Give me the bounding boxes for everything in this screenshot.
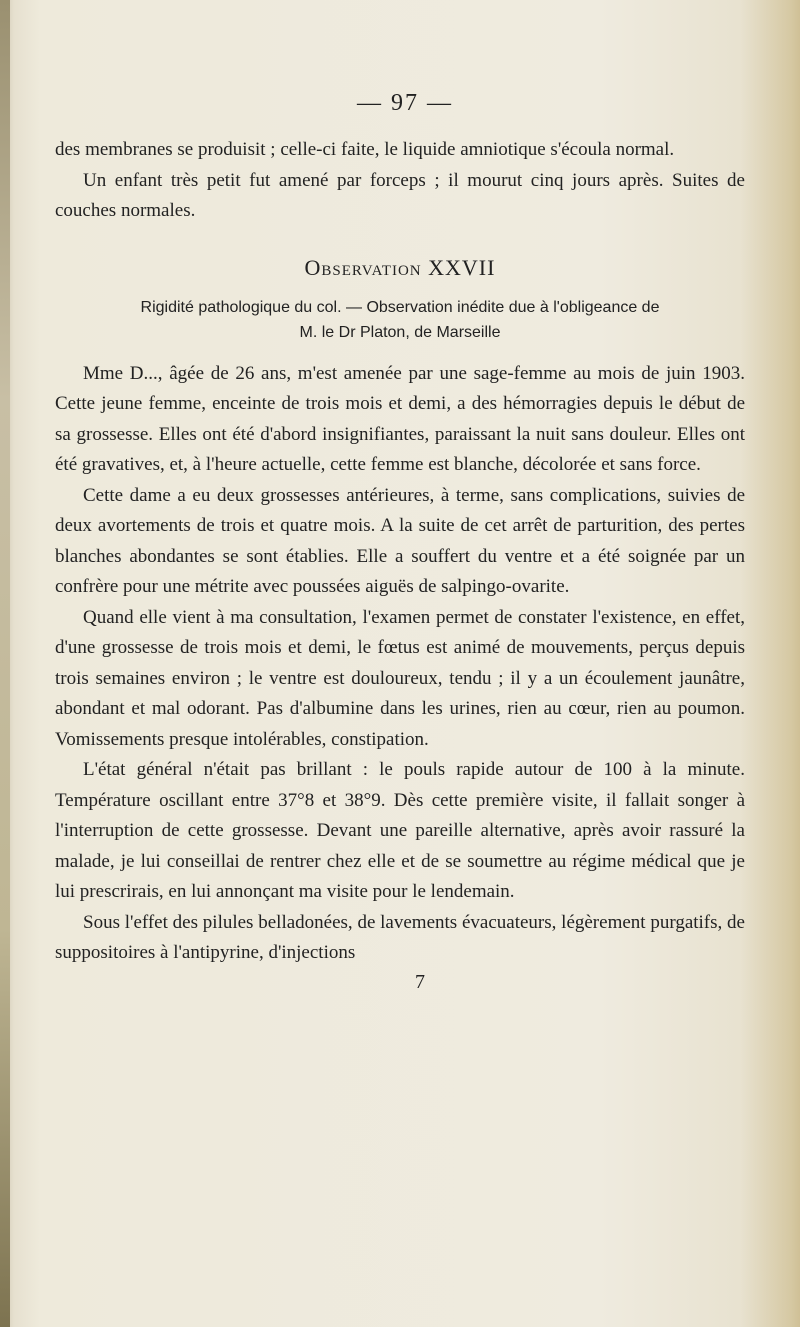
observation-subtitle-line-2: M. le Dr Platon, de Marseille <box>299 323 501 341</box>
body-paragraph-4: L'état général n'était pas brillant : le pouls rapide autour de 100 à la minute. Température oscillant entre 37°8 et 38°9. Dès cette première visite, il fallait songer à l'interruption de cette grossesse. Devant une pareille alternative, après avoir rassuré la malade, je lui conseillai de rentrer chez elle et de se soumettre au régime médical que je lui prescrirais, en lui annonçant ma visite pour le lendemain. <box>55 759 745 902</box>
page-content <box>55 90 745 994</box>
body-paragraph-2: Cette dame a eu deux grossesses antérieures, à terme, sans complications, suivies de deux avortements de trois et quatre mois. A la suite de cet arrêt de parturition, des pertes blanches abondantes se sont établies. Elle a souffert du ventre et a été soignée par un confrère pour une métrite avec poussées aiguës de salpingo-ovarite. <box>55 484 745 597</box>
body-paragraph-3: Quand elle vient à ma consultation, l'examen permet de constater l'existence, en effet, d'une grossesse de trois mois et demi, le fœtus est animé de mouvements, perçus depuis trois semaines environ ; le ventre est douloureux, tendu ; il y a un écoulement jaunâtre, abondant et mal odorant. Pas d'albumine dans les urines, rien au cœur, rien au poumon. Vomissements presque intolérables, constipation. <box>55 606 745 750</box>
signature-mark: 7 <box>415 970 425 993</box>
intro-paragraph-1: des membranes se produisit ; celle-ci faite, le liquide amniotique s'écoula normal. <box>55 139 675 160</box>
body-paragraph-1: Mme D..., âgée de 26 ans, m'est amenée par une sage-femme au mois de juin 1903. Cette jeune femme, enceinte de trois mois et demi, a des hémorragies depuis le début de sa grossesse. Elles ont été d'abord insignifiantes, paraissant la nuit sans douleur. Elles ont été gravatives, et, à l'heure actuelle, cette femme est blanche, décolorée et sans force. <box>55 362 745 475</box>
observation-title: Observation XXVII <box>304 254 496 280</box>
book-spine-shadow <box>0 0 10 1327</box>
observation-subtitle <box>55 295 745 345</box>
page-number: — 97 — <box>357 90 453 116</box>
observation-subtitle-line-1: Rigidité pathologique du col. — Observation inédite due à l'obligeance de <box>140 298 660 316</box>
body-paragraph-5: Sous l'effet des pilules belladonées, de lavements évacuateurs, légèrement purgatifs, de suppositoires à l'antipyrine, d'injections <box>55 911 745 963</box>
intro-paragraph-2: Un enfant très petit fut amené par forceps ; il mourut cinq jours après. Suites de couches normales. <box>55 169 745 221</box>
